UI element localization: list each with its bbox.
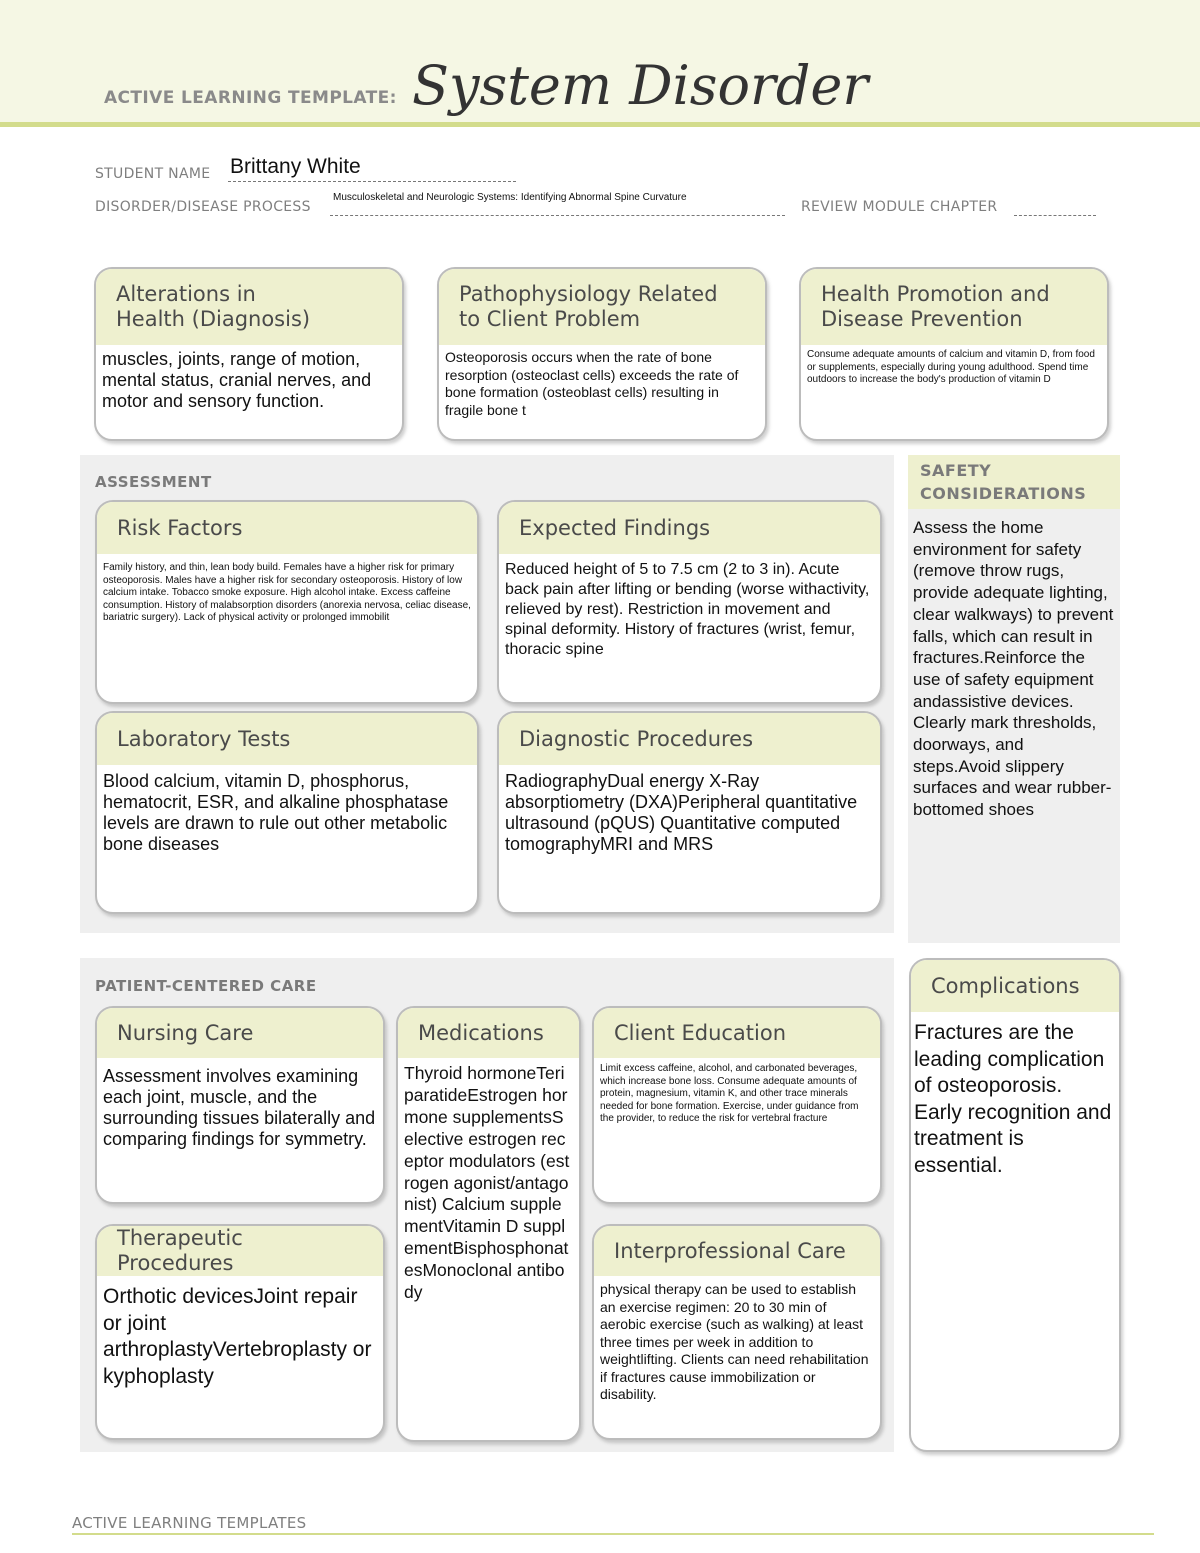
footer-label: ACTIVE LEARNING TEMPLATES [72, 1514, 307, 1532]
pathophysiology-header [439, 269, 765, 345]
interprofessional-care-box [592, 1224, 882, 1440]
health-promotion-title-line2: Disease Prevention [821, 307, 1023, 331]
expected-findings-body[interactable]: Reduced height of 5 to 7.5 cm (2 to 3 in). Acute back pain after lifting or bending (worse withactivity, relieved by rest). Restriction in movement and spinal deformity. History of fractures (wrist, femur, thoracic spine [505, 561, 870, 658]
safety-panel [908, 455, 1120, 943]
health-promotion-body[interactable]: Consume adequate amounts of calcium and vitamin D, from food or supplements, especially during young adulthood. Spend time outdoors to increase the body's production of vitamin D [807, 349, 1095, 385]
complications-body[interactable]: Fractures are the leading complication of osteoporosis. Early recognition and treatment is essential. [914, 1021, 1112, 1177]
complications-box [909, 958, 1121, 1452]
laboratory-tests-body[interactable]: Blood calcium, vitamin D, phosphorus, hematocrit, ESR, and alkaline phosphatase levels are drawn to rule out other metabolic bone diseases [103, 771, 449, 854]
disorder-field[interactable] [330, 192, 785, 216]
safety-body[interactable]: Assess the home environment for safety (remove throw rugs, provide adequate lighting, clear walkways) to prevent falls, which can result in fractures.Reinforce the use of safety equipment andassistive devices. Clearly mark thresholds, doorways, and steps.Avoid slippery surfaces and wear rubber-bottomed shoes [913, 518, 1114, 820]
pathophysiology-title-line1: Pathophysiology Related [459, 282, 718, 306]
diagnostic-procedures-header: Diagnostic Procedures [499, 713, 880, 765]
diagnostic-procedures-box [497, 711, 882, 914]
nursing-care-box [95, 1006, 385, 1204]
header-divider [0, 122, 1200, 127]
expected-findings-box [497, 500, 882, 704]
laboratory-tests-box [95, 711, 479, 914]
expected-findings-header: Expected Findings [499, 502, 880, 554]
therapeutic-procedures-body[interactable]: Orthotic devicesJoint repair or joint arthroplastyVertebroplasty or kyphoplasty [103, 1285, 372, 1388]
review-module-label: REVIEW MODULE CHAPTER [801, 199, 998, 215]
client-education-body[interactable]: Limit excess caffeine, alcohol, and carbonated beverages, which increase bone loss. Consume adequate amounts of protein, magnesium, vitamin K, and other trace minerals needed for bone formation. Exercise, under guidance from the provider, to reduce the risk for vertebral fracture [600, 1063, 859, 1124]
template-label: ACTIVE LEARNING TEMPLATE: [104, 88, 397, 108]
pathophysiology-body[interactable]: Osteoporosis occurs when the rate of bone resorption (osteoclast cells) exceeds the rate of bone formation (osteoblast cells) resulting in fragile bone t [445, 349, 739, 418]
student-name-field[interactable] [228, 156, 516, 182]
complications-header: Complications [911, 960, 1119, 1012]
risk-factors-box [95, 500, 479, 704]
nursing-care-body[interactable]: Assessment involves examining each joint, muscle, and the surrounding tissues bilaterally and comparing findings for symmetry. [103, 1066, 376, 1149]
assessment-label: ASSESSMENT [95, 473, 212, 491]
therapeutic-procedures-header: Therapeutic Procedures [97, 1226, 383, 1276]
risk-factors-body[interactable]: Family history, and thin, lean body build. Females have a higher risk for primary osteoporosis. Males have a higher risk for secondary osteoporosis. History of low calcium intake. Tobacco smoke exposure. High alcohol intake. Excess caffeine consumption. History of malabsorption disorders (anorexia nervosa, celiac disease, bariatric surgery). Lack of physical activity or prolonged immobilit [103, 562, 471, 623]
disorder-label: DISORDER/DISEASE PROCESS [95, 199, 311, 215]
alterations-title-line1: Alterations in [116, 282, 256, 306]
alterations-header [96, 269, 402, 345]
safety-header [908, 455, 1120, 509]
interprofessional-care-header: Interprofessional Care [594, 1226, 880, 1276]
patient-centered-care-label: PATIENT-CENTERED CARE [95, 977, 317, 995]
health-promotion-header [801, 269, 1107, 345]
pathophysiology-title-line2: to Client Problem [459, 307, 641, 331]
health-promotion-box [799, 267, 1109, 441]
nursing-care-header: Nursing Care [97, 1008, 383, 1058]
diagnostic-procedures-body[interactable]: RadiographyDual energy X-Ray absorptiometry (DXA)Peripheral quantitative ultrasound (pQUS) Quantitative computed tomographyMRI and MRS [505, 771, 858, 854]
safety-title-line1: SAFETY [920, 461, 992, 480]
student-name-value: Brittany White [230, 155, 361, 178]
student-name-label: STUDENT NAME [95, 166, 211, 182]
medications-box [396, 1006, 581, 1442]
therapeutic-procedures-box [95, 1224, 385, 1440]
alterations-title-line2: Health (Diagnosis) [116, 307, 311, 331]
medications-header: Medications [398, 1008, 579, 1058]
client-education-box [592, 1006, 882, 1204]
medications-body[interactable]: Thyroid hormoneTeriparatideEstrogen hormone supplementsSelective estrogen receptor modulators (estrogen agonist/antagonist) Calcium supplementVitamin D supplementBisphosphonatesMonoclonal antibody [404, 1063, 570, 1303]
risk-factors-header: Risk Factors [97, 502, 477, 554]
alterations-box [94, 267, 404, 441]
review-module-field[interactable] [1014, 196, 1096, 216]
alterations-body[interactable]: muscles, joints, range of motion, mental status, cranial nerves, and motor and sensory function. [102, 349, 372, 411]
safety-title-line2: CONSIDERATIONS [920, 484, 1087, 503]
interprofessional-care-body[interactable]: physical therapy can be used to establish an exercise regimen: 20 to 30 min of aerobic exercise (such as walking) at least three times per week in addition to weightlifting. Clients can need rehabilitation if fractures cause immobilization or disability. [600, 1281, 869, 1402]
health-promotion-title-line1: Health Promotion and [821, 282, 1050, 306]
pathophysiology-box [437, 267, 767, 441]
template-title: System Disorder [412, 54, 869, 117]
disorder-value: Musculoskeletal and Neurologic Systems: Identifying Abnormal Spine Curvature [333, 192, 687, 203]
footer-divider [72, 1533, 1154, 1535]
client-education-header: Client Education [594, 1008, 880, 1058]
laboratory-tests-header: Laboratory Tests [97, 713, 477, 765]
